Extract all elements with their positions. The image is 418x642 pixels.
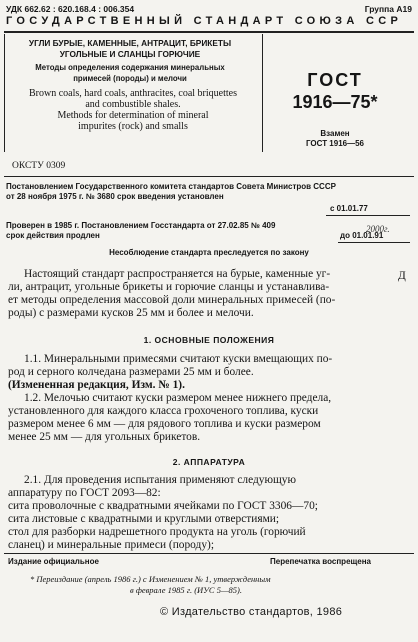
effective-date: с 01.01.77 xyxy=(330,204,368,213)
group-code: Группа А19 xyxy=(364,4,412,14)
effective-date-rule xyxy=(326,215,410,216)
okstu-code: ОКСТУ 0309 xyxy=(12,161,66,171)
gost-label: ГОСТ xyxy=(307,70,363,90)
header-top-line xyxy=(6,4,412,14)
english-title-2: and combustible shales. xyxy=(85,99,181,110)
official-edition: Издание официальное xyxy=(8,557,99,566)
english-title-3: Methods for determination of mineral xyxy=(57,110,209,121)
reprint-note-1: * Переиздание (апрель 1986 г.) с Изменением № 1, утвержденным xyxy=(30,574,271,584)
s1-line-5: установленного для каждого класса грохоченого топлива, куски xyxy=(8,405,319,417)
title-line-2: УГОЛЬНЫЕ И СЛАНЦЫ ГОРЮЧИЕ xyxy=(59,49,201,59)
replaces-label: Взамен xyxy=(320,129,350,138)
decree-line-2: от 28 ноября 1975 г. № 3680 срок введения установлен xyxy=(6,192,224,201)
udk-code: УДК 662.62 : 620.168.4 : 006.354 xyxy=(6,4,135,14)
prosecution-notice: Несоблюдение стандарта преследуется по закону xyxy=(109,248,309,257)
box-left-border xyxy=(4,34,5,152)
s1-line-4: 1.2. Мелочью считают куски размером менее нижнего предела, xyxy=(24,392,332,404)
replaces-value: ГОСТ 1916—56 xyxy=(305,139,365,148)
handwritten-date: 2000г. xyxy=(366,224,390,234)
header-rule xyxy=(4,31,414,33)
s1-line-2: род и серного колчедана размерами 25 мм и более. xyxy=(8,366,254,378)
intro-line-2: ли, антрацит, угольные брикеты и горючие сланцы и устанавлива- xyxy=(8,281,330,293)
gost-number: 1916—75* xyxy=(292,92,378,112)
publisher-copyright: © Издательство стандартов, 1986 xyxy=(160,606,343,618)
s2-line-6: сланец) и минеральные примеси (породу); xyxy=(8,539,214,551)
s2-line-2: аппаратуру по ГОСТ 2093—82: xyxy=(8,487,161,499)
okstu-rule xyxy=(4,176,414,177)
box-divider xyxy=(262,34,263,152)
check-line-1: Проверен в 1985 г. Постановлением Госстандарта от 27.02.85 № 409 xyxy=(6,221,276,230)
decree-line-1: Постановлением Государственного комитета стандартов Совета Министров СССР xyxy=(6,182,336,191)
s2-line-5: стол для разборки надрешетного продукта на уголь (горючий xyxy=(8,526,306,538)
english-title-4: impurites (rock) and smalls xyxy=(78,121,188,132)
intro-line-4: роды) с размерами кусков 25 мм и более и мелочи. xyxy=(8,307,254,319)
intro-line-3: ет методы определения массовой доли минеральных примесей (по- xyxy=(8,294,336,306)
extended-until: до 01.01.91 xyxy=(340,231,384,240)
margin-letter: Д xyxy=(398,270,406,282)
s1-amendment: (Измененная редакция, Изм. № 1). xyxy=(8,379,185,391)
state-standard-title: ГОСУДАРСТВЕННЫЙ СТАНДАРТ СОЮЗА ССР xyxy=(6,15,403,27)
reprint-prohibited: Перепечатка воспрещена xyxy=(270,557,371,566)
extended-until-rule xyxy=(338,242,410,243)
section-2-heading: 2. АППАРАТУРА xyxy=(172,457,246,467)
s1-line-7: менее 25 мм — для угольных брикетов. xyxy=(8,431,201,443)
s2-line-4: сита листовые с квадратными и круглыми отверстиями; xyxy=(8,513,280,525)
s2-line-3: сита проволочные с квадратными ячейками по ГОСТ 3306—70; xyxy=(8,500,318,512)
methods-line-1: Методы определения содержания минеральных xyxy=(35,63,225,72)
s1-line-1: 1.1. Минеральными примесями считают куски вмещающих по- xyxy=(24,353,333,365)
intro-line-1: Настоящий стандарт распространяется на бурые, каменные уг- xyxy=(24,268,331,280)
title-line-1: УГЛИ БУРЫЕ, КАМЕННЫЕ, АНТРАЦИТ, БРИКЕТЫ xyxy=(28,38,232,48)
s2-line-1: 2.1. Для проведения испытания применяют следующую xyxy=(24,474,296,486)
check-line-2: срок действия продлен xyxy=(6,231,100,240)
section-1-heading: 1. ОСНОВНЫЕ ПОЛОЖЕНИЯ xyxy=(143,335,275,345)
methods-line-2: примесей (породы) и мелочи xyxy=(73,74,187,83)
s1-line-6: размером менее 6 мм — для рядового топлива и куски размером xyxy=(8,418,321,430)
english-title-1: Brown coals, hard coals, anthracites, coal briquettes xyxy=(29,88,237,99)
reprint-note-2: в феврале 1985 г. (ИУС 5—85). xyxy=(130,585,242,595)
footer-rule xyxy=(4,553,414,554)
